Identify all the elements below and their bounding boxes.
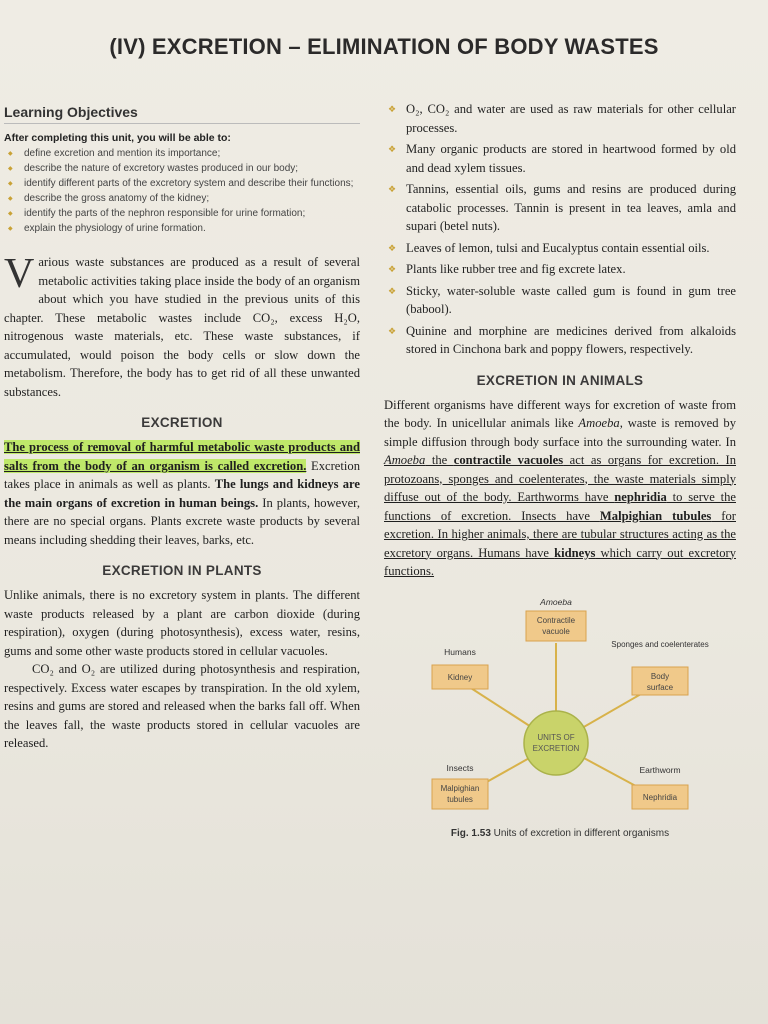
plant-waste-item: ❖ Plants like rubber tree and fig excrete latex.	[384, 260, 736, 279]
figure-caption-label: Fig. 1.53	[450, 827, 491, 839]
group-label-amoeba: Amoeba	[540, 596, 572, 607]
node-text: Body	[650, 671, 670, 681]
animals-text: for excretion. In higher animals, there are tubular structures acting as the excretory organs. Humans have	[384, 508, 736, 560]
objective-item: ◆ describe the gross anatomy of the kidney;	[4, 193, 360, 205]
node-text: tubules	[447, 794, 473, 804]
nephridia-term: nephridia	[614, 490, 667, 504]
excretion-text-1: Excretion takes place in animals as well as plants.	[4, 458, 360, 491]
animals-text: the	[425, 453, 454, 467]
center-label-2: EXCRETION	[532, 743, 580, 753]
node-text: Malpighian	[440, 783, 480, 793]
group-label-sponges	[611, 640, 708, 649]
plant-waste-list	[384, 100, 736, 359]
figure-caption	[384, 828, 736, 839]
plant-waste-item: ❖ Sticky, water-soluble waste called gum is found in gum tree (babool).	[384, 282, 736, 319]
excretion-text-2: In plants, however, there are no special organs. Plants excrete waste products by several means including shedding their leaves, barks, etc.	[4, 495, 361, 547]
objective-item: ◆ describe the nature of excretory wastes produced in our body;	[4, 163, 360, 175]
node-text: Nephridia	[642, 792, 678, 802]
learning-objectives-list	[4, 148, 360, 235]
excretion-paragraph	[4, 438, 360, 549]
group-label-insects: Insects	[446, 762, 474, 773]
contractile-vacuoles-term: contractile vacuoles	[453, 453, 564, 467]
group-label-earthworm: Earthworm	[639, 764, 681, 775]
node-text: surface	[646, 682, 674, 692]
malpighian-term: Malpighian tubules	[599, 508, 712, 523]
plants-heading: EXCRETION IN PLANTS	[102, 563, 262, 578]
left-column	[4, 104, 360, 753]
plants-paragraph-2: CO₂ and O₂ are utilized during photosynthesis and respiration, respectively. Excess water escapes by transpiration. In the old xylem, resins and gums are stored and released when the barks fall off. When the leaves fall, the waste products stored in cellular vacuoles are released.	[4, 662, 360, 750]
animals-heading: EXCRETION IN ANIMALS	[476, 372, 644, 388]
amoeba-term: Amoeba	[384, 453, 426, 467]
figure-caption-text: Units of excretion in different organisms	[493, 827, 670, 839]
learning-objectives-intro: After completing this unit, you will be able to:	[4, 132, 231, 144]
plant-waste-item: ❖ Tannins, essential oils, gums and resins are produced during catabolic processes. Tannin is present in tea leaves, amla and supari (betel nuts).	[384, 180, 736, 236]
plant-waste-item: ❖ Leaves of lemon, tulsi and Eucalyptus contain essential oils.	[384, 239, 736, 258]
intro-paragraph	[4, 253, 360, 401]
center-label-1: UNITS OF	[537, 732, 575, 742]
animals-text: act as organs for excretion. In protozoans, sponges and coelenterates, the waste materials simply diffuse out of the body. Earthworms have	[384, 453, 737, 504]
units-of-excretion-figure	[384, 593, 736, 839]
intro-text: arious waste substances are produced as a result of several metabolic activities taking place inside the body of an organism about which you have studied in the previous units of this chapter. These metabolic wastes include CO₂, excess H₂O, nitrogenous waste materials, etc. These waste substances, if accumulated, would poison the body cells or slow down the metabolism. Therefore, the body has to get rid of all these unwanted substances.	[4, 255, 360, 399]
excretion-diagram	[384, 593, 736, 821]
center-node	[524, 711, 588, 775]
objective-item: ◆ identify different parts of the excretory system and describe their functions;	[4, 178, 360, 190]
animals-text: to serve the functions of excretion. Insects have	[384, 490, 736, 523]
excretion-main-organs: The lungs and kidneys are the main organs of excretion in human beings.	[4, 477, 360, 510]
plants-paragraph-1: Unlike animals, there is no excretory system in plants. The different waste products released by a plant are carbon dioxide (during respiration), oxygen (during photosynthesis), excess water, resins, gums and some other waste products stored in cellular vacuoles.	[4, 588, 360, 658]
node-text: vacuole	[542, 626, 570, 636]
objective-item: ◆ identify the parts of the nephron responsible for urine formation;	[4, 208, 360, 220]
animals-text: Different organisms have different ways for excretion of waste from the body. In unicellular animals like	[384, 397, 736, 430]
animals-text: , waste is removed by simple diffusion through body surface into the surrounding water. In	[384, 416, 736, 449]
plant-waste-item: ❖ Quinine and morphine are medicines derived from alkaloids stored in Cinchona bark and poppy flowers, respectively.	[384, 322, 736, 359]
objective-item: ◆ explain the physiology of urine formation.	[4, 223, 360, 235]
plant-waste-item: ❖ O₂, CO₂ and water are used as raw materials for other cellular processes.	[384, 100, 736, 137]
right-column	[384, 100, 737, 839]
animals-paragraph	[384, 396, 736, 581]
excretion-heading: EXCRETION	[141, 415, 223, 430]
node-text: Contractile	[536, 615, 576, 625]
animals-text: which carry out excretory functions.	[384, 545, 737, 578]
group-label-sponges-text: Sponges and coelenterates	[611, 639, 709, 649]
page-title: (IV) EXCRETION – ELIMINATION OF BODY WASTES	[109, 34, 659, 59]
learning-objectives-heading: Learning Objectives	[4, 104, 360, 124]
amoeba-term: Amoeba	[578, 416, 620, 430]
kidneys-term: kidneys	[554, 545, 596, 560]
dropcap: V	[4, 251, 35, 297]
excretion-definition: The process of removal of harmful metabolic waste products and salts from the body of an organism is called excretion.	[4, 440, 360, 473]
plant-waste-item: ❖ Many organic products are stored in heartwood formed by old and dead xylem tissues.	[384, 140, 736, 177]
node-text: Kidney	[447, 672, 473, 682]
objective-item: ◆ define excretion and mention its importance;	[4, 148, 360, 160]
group-label-humans: Humans	[444, 646, 476, 657]
